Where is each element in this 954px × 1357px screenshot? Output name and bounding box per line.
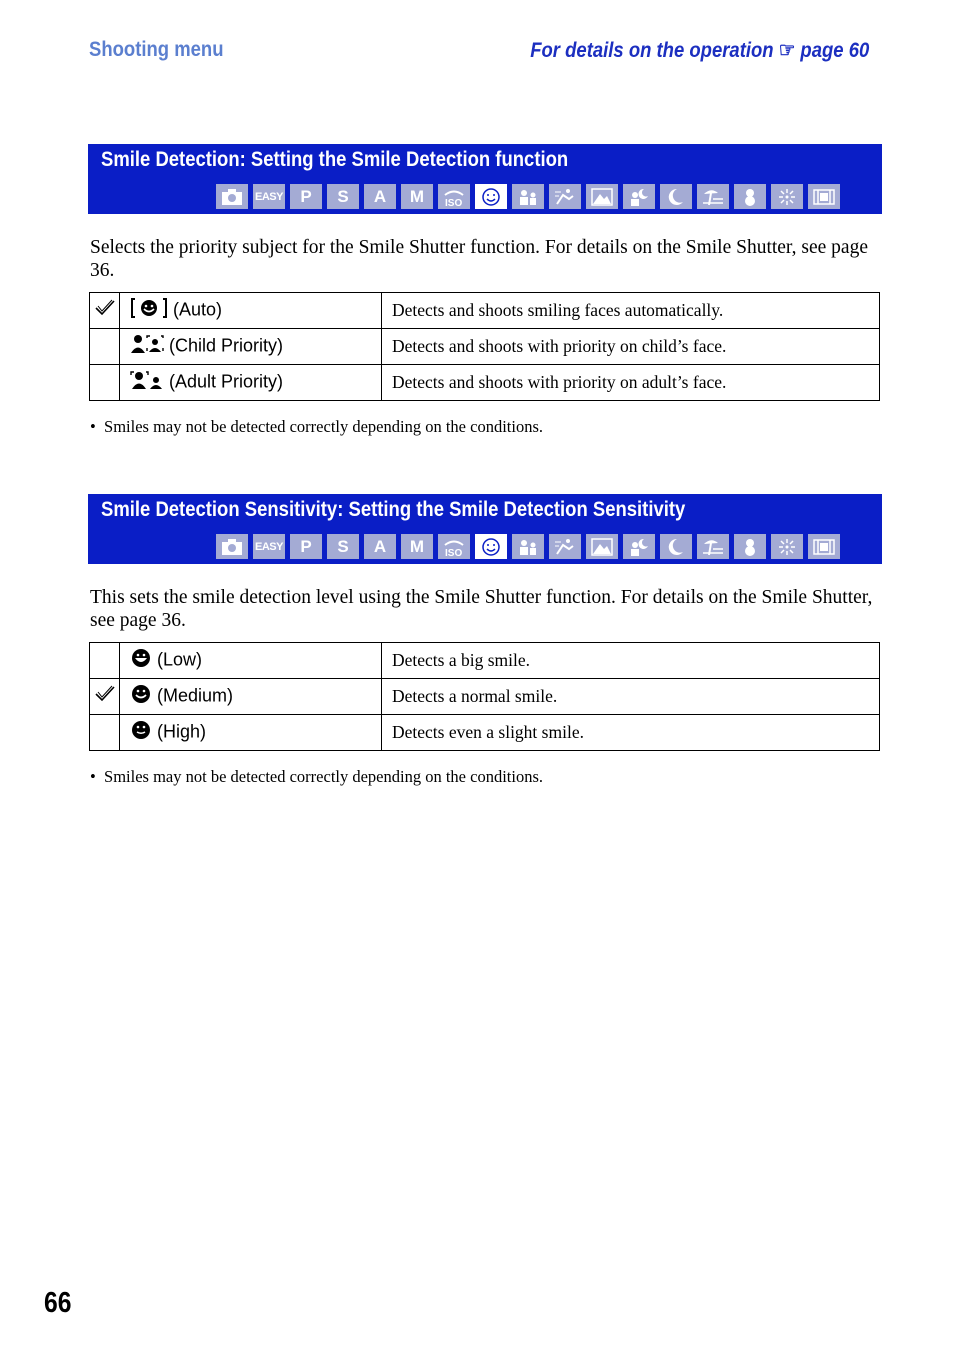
- table-row[interactable]: [90, 329, 880, 365]
- default-check-icon: [90, 679, 120, 715]
- option-low[interactable]: [120, 643, 382, 679]
- beach-icon: [697, 184, 729, 209]
- section-title: Smile Detection Sensitivity: Setting the Smile Detection Sensitivity: [101, 498, 686, 521]
- option-label: (Child Priority): [169, 335, 284, 356]
- section-banner: [88, 494, 882, 564]
- twilight-icon: [660, 534, 692, 559]
- option-label: (Low): [157, 649, 203, 670]
- smile-low-icon: [130, 647, 152, 674]
- twilight-portrait-icon: [623, 534, 655, 559]
- svg-text:ISO: ISO: [445, 197, 463, 207]
- section-description: Selects the priority subject for the Smile Shutter function. For details on the Smile Shutter, see page 36.: [90, 237, 868, 281]
- option-description: Detects a big smile.: [382, 643, 880, 679]
- snow-icon: [734, 534, 766, 559]
- program-mode: P: [290, 534, 322, 559]
- option-auto[interactable]: [120, 293, 382, 329]
- twilight-icon: [660, 184, 692, 209]
- high-sensitivity-icon: [438, 184, 470, 209]
- smile-medium-icon: [130, 683, 152, 710]
- movie-icon: [808, 534, 840, 559]
- program-mode: P: [290, 184, 322, 209]
- option-child-priority[interactable]: [120, 329, 382, 365]
- shutter-priority-mode: S: [327, 534, 359, 559]
- child-priority-icon: [130, 333, 164, 360]
- option-description: Detects even a slight smile.: [382, 715, 880, 751]
- table-row[interactable]: [90, 365, 880, 401]
- section-header: Shooting menu: [89, 38, 224, 61]
- high-sensitivity-icon: [438, 534, 470, 559]
- smile-sensitivity-section: [88, 494, 882, 787]
- option-label: (High): [157, 721, 207, 742]
- option-label: (Auto): [173, 299, 223, 320]
- easy-mode: EASY: [253, 534, 285, 559]
- section-description: This sets the smile detection level using the Smile Shutter function. For details on the Smile Shutter, see page 36.: [90, 587, 873, 631]
- aperture-priority-mode: A: [364, 534, 396, 559]
- option-high[interactable]: [120, 715, 382, 751]
- twilight-portrait-icon: [623, 184, 655, 209]
- camera-icon: [216, 184, 248, 209]
- anti-blur-icon: [549, 534, 581, 559]
- operation-reference: [530, 38, 869, 63]
- landscape-icon: [586, 534, 618, 559]
- option-medium[interactable]: [120, 679, 382, 715]
- smile-sensitivity-options-table: [89, 642, 880, 751]
- manual-mode: M: [401, 184, 433, 209]
- operation-reference-text: For details on the operation: [529, 39, 774, 62]
- smile-detection-options-table: [89, 292, 880, 401]
- section-title: Smile Detection: Setting the Smile Detection function: [101, 148, 569, 171]
- smile-high-icon: [130, 719, 152, 746]
- svg-text:ISO: ISO: [445, 547, 463, 557]
- movie-icon: [808, 184, 840, 209]
- mode-icon-strip: [216, 534, 840, 559]
- mode-icon-strip: [216, 184, 840, 209]
- easy-mode: EASY: [253, 184, 285, 209]
- pointing-hand-icon: ☞: [778, 39, 796, 62]
- smile-icon: [475, 184, 507, 209]
- manual-mode: M: [401, 534, 433, 559]
- default-check-icon: [90, 293, 120, 329]
- fireworks-icon: [771, 534, 803, 559]
- auto-smile-icon: [130, 297, 168, 324]
- option-label: (Adult Priority): [169, 371, 284, 392]
- aperture-priority-mode: A: [364, 184, 396, 209]
- landscape-icon: [586, 184, 618, 209]
- page-number: 66: [44, 1287, 72, 1319]
- note-text: Smiles may not be detected correctly depending on the conditions.: [104, 417, 543, 436]
- note: • Smiles may not be detected correctly depending on the conditions.: [90, 767, 543, 786]
- page-reference: page 60: [800, 39, 869, 62]
- section-banner: [88, 144, 882, 214]
- snow-icon: [734, 184, 766, 209]
- option-description: Detects and shoots smiling faces automatically.: [382, 293, 880, 329]
- camera-icon: [216, 534, 248, 559]
- table-row[interactable]: [90, 293, 880, 329]
- option-description: Detects and shoots with priority on child’s face.: [382, 329, 880, 365]
- shutter-priority-mode: S: [327, 184, 359, 209]
- table-row[interactable]: [90, 679, 880, 715]
- smile-icon: [475, 534, 507, 559]
- table-row[interactable]: [90, 715, 880, 751]
- table-row[interactable]: [90, 643, 880, 679]
- soft-snap-icon: [512, 534, 544, 559]
- option-adult-priority[interactable]: [120, 365, 382, 401]
- smile-detection-section: [88, 144, 882, 437]
- adult-priority-icon: [130, 369, 164, 396]
- option-description: Detects a normal smile.: [382, 679, 880, 715]
- beach-icon: [697, 534, 729, 559]
- option-description: Detects and shoots with priority on adult’s face.: [382, 365, 880, 401]
- note: • Smiles may not be detected correctly depending on the conditions.: [90, 417, 543, 436]
- note-text: Smiles may not be detected correctly depending on the conditions.: [104, 767, 543, 786]
- fireworks-icon: [771, 184, 803, 209]
- soft-snap-icon: [512, 184, 544, 209]
- anti-blur-icon: [549, 184, 581, 209]
- option-label: (Medium): [157, 685, 234, 706]
